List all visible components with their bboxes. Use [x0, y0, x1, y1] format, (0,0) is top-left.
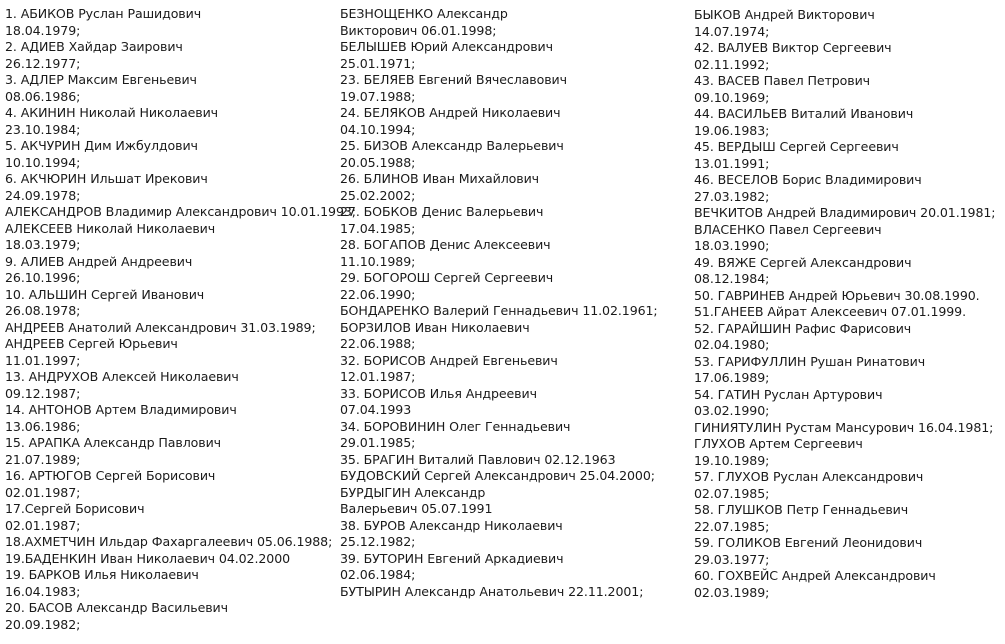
list-item: 51.ГАНЕЕВ Айрат Алексеевич 07.01.1999. — [694, 304, 967, 319]
list-item: БУТЫРИН Александр Анатольевич 22.11.2001; — [340, 583, 644, 599]
list-item: 42. ВАЛУЕВ Виктор Сергеевич — [694, 40, 892, 55]
list-item: 19.07.1988; — [340, 88, 416, 104]
list-item: 02.06.1984; — [340, 567, 416, 582]
list-item: 43. ВАСЕВ Павел Петрович — [694, 73, 870, 88]
list-item: 11.10.1989; — [340, 253, 416, 269]
list-item: АЛЕКСЕЕВ Николай Николаевич — [5, 220, 216, 236]
list-item: 2. АДИЕВ Хайдар Заирович — [5, 39, 183, 54]
list-item: Валерьевич 05.07.1991 — [340, 501, 493, 516]
list-item: 32. БОРИСОВ Андрей Евгеньевич — [340, 352, 558, 368]
list-item: 12.01.1987; — [340, 369, 416, 384]
list-item: 20.09.1982; — [5, 616, 81, 632]
list-item: 52. ГАРАЙШИН Рафис Фарисович — [694, 320, 912, 336]
list-item: 10. АЛЬШИН Сергей Иванович — [5, 286, 205, 302]
list-item: 29.01.1985; — [340, 435, 416, 450]
list-item: 09.12.1987; — [5, 385, 81, 401]
list-item: 22.06.1990; — [340, 286, 416, 302]
list-item: 44. ВАСИЛЬЕВ Виталий Иванович — [694, 106, 914, 121]
list-item: 27. БОБКОВ Денис Валерьевич — [340, 204, 544, 219]
list-item: 17.04.1985; — [340, 220, 416, 236]
list-item: 22.06.1988; — [340, 336, 416, 351]
list-item: БЫКОВ Андрей Викторович — [694, 7, 875, 22]
list-item: БОРЗИЛОВ Иван Николаевич — [340, 319, 530, 335]
list-item: 59. ГОЛИКОВ Евгений Леонидович — [694, 535, 923, 550]
list-item: 17.06.1989; — [694, 370, 770, 385]
list-item: 25.12.1982; — [340, 534, 416, 549]
list-item: 10.10.1994; — [5, 154, 81, 170]
list-item: 1. АБИКОВ Руслан Рашидович — [5, 6, 202, 21]
list-item: 34. БОРОВИНИН Олег Геннадьевич — [340, 418, 571, 434]
list-item: 39. БУТОРИН Евгений Аркадиевич — [340, 550, 564, 566]
list-item: 17.Сергей Борисович — [5, 501, 145, 516]
list-item: 19.БАДЕНКИН Иван Николаевич 04.02.2000 — [5, 550, 291, 566]
list-item: 26.10.1996; — [5, 270, 81, 285]
column-2 — [340, 6, 685, 600]
list-item: 13.01.1991; — [694, 155, 770, 171]
list-item: 6. АКЧЮРИН Ильшат Ирекович — [5, 171, 208, 186]
list-item: 26. БЛИНОВ Иван Михайлович — [340, 171, 539, 186]
list-item: 21.07.1989; — [5, 451, 81, 467]
list-item: 20. БАСОВ Александр Васильевич — [5, 600, 228, 615]
list-item: 02.07.1985; — [694, 485, 770, 501]
column-1 — [5, 6, 356, 633]
list-item: АНДРЕЕВ Сергей Юрьевич — [5, 336, 178, 351]
list-item: 02.04.1980; — [694, 337, 770, 352]
list-item: 23. БЕЛЯЕВ Евгений Вячеславович — [340, 72, 567, 87]
list-item: БЕЛЫШЕВ Юрий Александрович — [340, 39, 553, 54]
list-item: 19.06.1983; — [694, 122, 770, 138]
list-item: 16.04.1983; — [5, 583, 81, 599]
list-item: 20.05.1988; — [340, 154, 416, 170]
list-item: 5. АКЧУРИН Дим Ижбулдович — [5, 138, 198, 153]
list-item: Викторович 06.01.1998; — [340, 22, 497, 38]
list-item: 02.03.1989; — [694, 584, 770, 600]
list-item: 50. ГАВРИНЕВ Андрей Юрьевич 30.08.1990. — [694, 287, 980, 303]
list-item: ГЛУХОВ Артем Сергеевич — [694, 436, 863, 451]
list-item: 18.АХМЕТЧИН Ильдар Фахаргалеевич 05.06.1988; — [5, 534, 333, 549]
list-item: 25.01.1971; — [340, 55, 416, 71]
list-item: 46. ВЕСЕЛОВ Борис Владимирович — [694, 172, 922, 187]
list-item: 26.08.1978; — [5, 303, 81, 318]
list-item: 24.09.1978; — [5, 187, 81, 203]
list-item: АНДРЕЕВ Анатолий Александрович 31.03.1989; — [5, 319, 316, 335]
list-item: 9. АЛИЕВ Андрей Андреевич — [5, 253, 193, 269]
list-item: 22.07.1985; — [694, 518, 770, 534]
list-item: 07.04.1993 — [340, 402, 412, 417]
list-item: 25. БИЗОВ Александр Валерьевич — [340, 138, 564, 153]
list-item: 11.01.1997; — [5, 352, 81, 368]
list-item: БУРДЫГИН Александр — [340, 484, 486, 500]
list-item: 14.07.1974; — [694, 23, 770, 39]
list-item: БОНДАРЕНКО Валерий Геннадьевич 11.02.1961; — [340, 303, 658, 318]
list-item: 15. АРАПКА Александр Павлович — [5, 435, 221, 450]
list-item: ГИНИЯТУЛИН Рустам Мансурович 16.04.1981; — [694, 419, 994, 435]
list-item: 09.10.1969; — [694, 89, 770, 105]
list-item: 08.06.1986; — [5, 88, 81, 104]
list-item: 38. БУРОВ Александр Николаевич — [340, 517, 563, 533]
list-item: 13. АНДРУХОВ Алексей Николаевич — [5, 369, 239, 384]
list-item: 02.11.1992; — [694, 56, 770, 72]
list-item: 24. БЕЛЯКОВ Андрей Николаевич — [340, 105, 561, 120]
list-item: ВЛАСЕНКО Павел Сергеевич — [694, 221, 882, 237]
list-item: 57. ГЛУХОВ Руслан Александрович — [694, 469, 924, 484]
list-item: 08.12.1984; — [694, 271, 770, 286]
list-item: 23.10.1984; — [5, 121, 81, 137]
list-item: ВЕЧКИТОВ Андрей Владимирович 20.01.1981; — [694, 205, 996, 220]
list-item: 28. БОГАПОВ Денис Алексеевич — [340, 237, 551, 252]
list-item: 4. АКИНИН Николай Николаевич — [5, 105, 219, 120]
list-item: 27.03.1982; — [694, 188, 770, 204]
list-item: 13.06.1986; — [5, 418, 81, 434]
list-item: 58. ГЛУШКОВ Петр Геннадьевич — [694, 502, 909, 517]
list-item: 3. АДЛЕР Максим Евгеньевич — [5, 72, 197, 87]
list-item: 03.02.1990; — [694, 403, 770, 418]
list-item: 45. ВЕРДЫШ Сергей Сергеевич — [694, 139, 899, 154]
list-item: 33. БОРИСОВ Илья Андреевич — [340, 385, 537, 401]
list-item: 02.01.1987; — [5, 517, 81, 533]
list-item: 35. БРАГИН Виталий Павлович 02.12.1963 — [340, 451, 616, 467]
list-item: БУДОВСКИЙ Сергей Александрович 25.04.2000; — [340, 468, 655, 483]
list-item: 25.02.2002; — [340, 187, 416, 203]
list-item: 14. АНТОНОВ Артем Владимирович — [5, 402, 237, 417]
list-item: 02.01.1987; — [5, 484, 81, 500]
list-item: 18.04.1979; — [5, 22, 81, 38]
list-item: 16. АРТЮГОВ Сергей Борисович — [5, 468, 216, 483]
list-item: 18.03.1979; — [5, 237, 81, 252]
list-item: 18.03.1990; — [694, 238, 770, 253]
list-item: 29. БОГОРОШ Сергей Сергеевич — [340, 270, 554, 285]
list-item: 26.12.1977; — [5, 55, 81, 71]
column-3 — [694, 7, 999, 601]
list-item: 60. ГОХВЕЙС Андрей Александрович — [694, 568, 936, 583]
list-item: 19.10.1989; — [694, 452, 770, 468]
list-item: 04.10.1994; — [340, 121, 416, 137]
list-item: 54. ГАТИН Руслан Артурович — [694, 386, 883, 402]
list-item: 29.03.1977; — [694, 551, 770, 567]
list-item: 53. ГАРИФУЛЛИН Рушан Ринатович — [694, 353, 926, 369]
list-item: АЛЕКСАНДРОВ Владимир Александрович 10.01.1993; — [5, 204, 356, 219]
list-item: 19. БАРКОВ Илья Николаевич — [5, 567, 199, 582]
list-item: БЕЗНОЩЕНКО Александр — [340, 6, 508, 21]
list-item: 49. ВЯЖЕ Сергей Александрович — [694, 254, 912, 270]
